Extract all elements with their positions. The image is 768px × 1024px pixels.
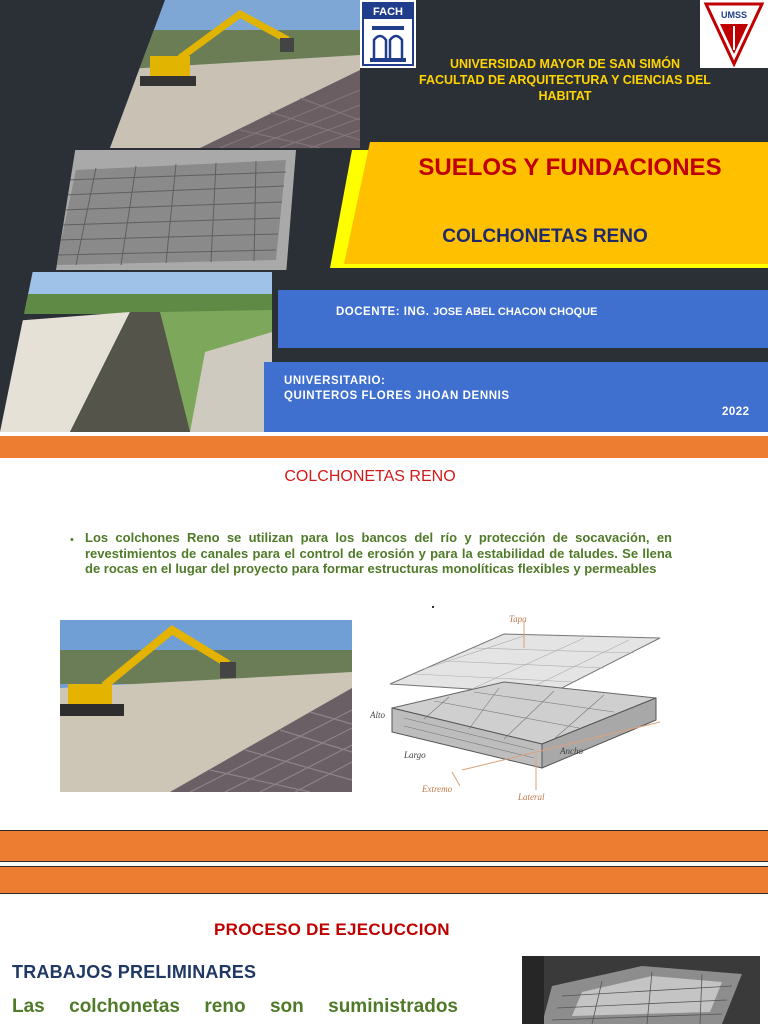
slide2-top-bar [0, 436, 768, 458]
svg-text:FACH: FACH [373, 6, 403, 18]
preliminary-works-heading: TRABAJOS PRELIMINARES [12, 962, 257, 982]
label-extremo: Extremo [422, 784, 453, 794]
docente-label: DOCENTE: ING. [336, 306, 430, 318]
title-slide [0, 0, 768, 432]
university-line-1: UNIVERSIDAD MAYOR DE SAN SIMÓN [449, 57, 681, 71]
reno-mattress-diagram [364, 608, 664, 804]
preliminary-works-paragraph: Las colchonetas reno son suministrados [12, 996, 458, 1017]
docente-name: JOSE ABEL CHACON CHOQUE [433, 306, 598, 318]
student-label: UNIVERSITARIO: [284, 375, 386, 387]
stacked-gabions-photo [522, 956, 760, 1024]
university-line-2: FACULTAD DE ARQUITECTURA Y CIENCIAS DEL [419, 73, 711, 87]
excavator-gabion-photo [60, 620, 352, 792]
slide2-bottom-bar [0, 830, 768, 862]
docente-line [336, 306, 598, 318]
label-lateral: Lateral [518, 792, 545, 802]
label-ancho: Ancho [560, 746, 583, 756]
university-header [380, 56, 750, 104]
gabion-mattress-photo [56, 150, 296, 270]
student-name: QUINTEROS FLORES JHOAN DENNIS [284, 390, 510, 402]
page-subtitle: COLCHONETAS RENO [442, 226, 648, 247]
label-alto: Alto [370, 710, 385, 720]
slide3-top-bar [0, 866, 768, 894]
river-channel-photo [0, 272, 272, 432]
page-title: SUELOS Y FUNDACIONES [418, 154, 722, 181]
year-label: 2022 [722, 406, 750, 418]
bullet-marker: • [70, 534, 74, 546]
excavator-photo [110, 0, 360, 148]
svg-text:UMSS: UMSS [720, 10, 748, 20]
label-tapa: Tapa [509, 614, 527, 624]
student-block [284, 374, 510, 404]
label-largo: Largo [404, 750, 426, 760]
university-line-3: HABITAT [538, 89, 592, 103]
section-title: COLCHONETAS RENO [284, 468, 456, 485]
docente-band [278, 290, 768, 348]
bullet-text: Los colchones Reno se utilizan para los bancos del río y protección de socavación, en revestimientos de canales para el control de erosión y para la estabilidad de taludes. Se llena de rocas en el lugar del proyecto para formar estructuras monolíticas flexibles y permeables [85, 530, 672, 576]
process-title: PROCESO DE EJECUCCION [214, 920, 450, 939]
